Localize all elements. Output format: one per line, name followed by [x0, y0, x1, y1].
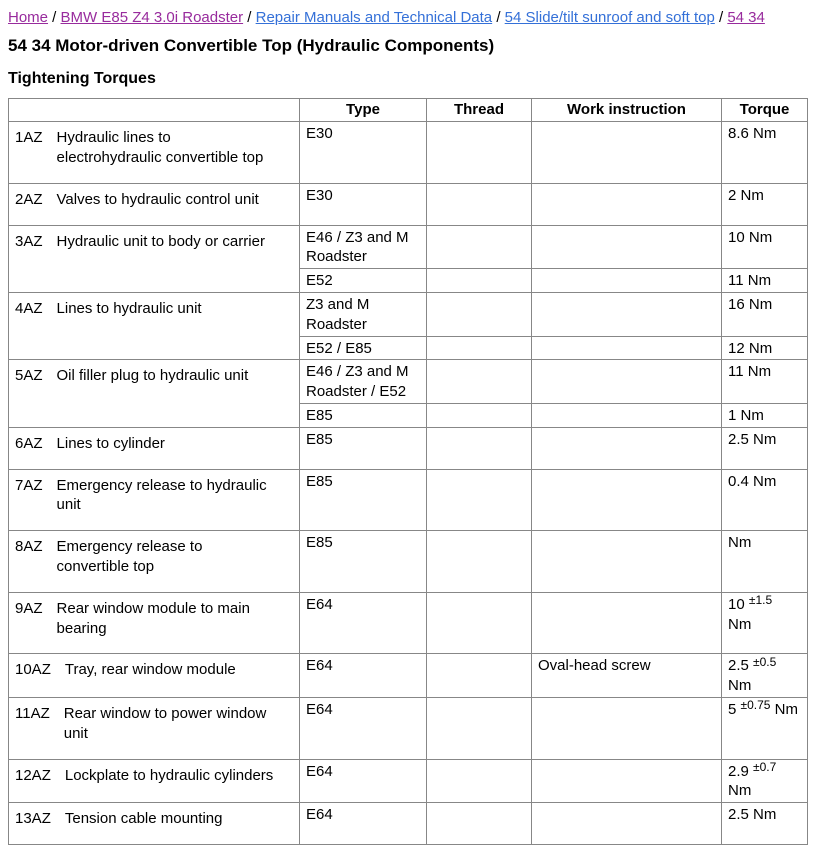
row-label: 7AZ [15, 476, 43, 494]
row-label: 3AZ [15, 232, 43, 250]
row-label: 12AZ [15, 766, 51, 784]
thread-cell [427, 469, 532, 531]
table-row [9, 360, 808, 404]
column-header-thread: Thread [427, 99, 532, 122]
table-row [9, 469, 808, 531]
type-cell: E64 [300, 654, 427, 698]
work-instruction-cell [532, 427, 722, 469]
work-instruction-cell [532, 183, 722, 225]
table-header-row [9, 99, 808, 122]
table-row [9, 697, 808, 759]
thread-cell [427, 531, 532, 593]
type-cell: E64 [300, 697, 427, 759]
component-cell [9, 225, 300, 292]
row-label: 10AZ [15, 661, 51, 679]
work-instruction-cell [532, 360, 722, 404]
row-label: 4AZ [15, 299, 43, 317]
torque-cell: 2.9 $^{\pm 0.7}$ Nm [722, 759, 808, 803]
torque-tolerance: ±0.75 [740, 698, 771, 713]
component-cell [9, 469, 300, 531]
torque-table [8, 98, 808, 845]
row-label: 5AZ [15, 367, 43, 385]
torque-cell: 16 Nm [722, 292, 808, 336]
thread-cell [427, 183, 532, 225]
torque-cell: 2.5 $^{\pm 0.5}$ Nm [722, 654, 808, 698]
section-title: Tightening Torques [8, 69, 156, 87]
row-description: Hydraulic lines to electrohydraulic convertible top [56, 129, 264, 166]
component-cell [9, 183, 300, 225]
work-instruction-cell: Oval-head screw [532, 654, 722, 698]
type-cell: E85 [300, 427, 427, 469]
thread-cell [427, 654, 532, 698]
work-instruction-cell [532, 592, 722, 654]
type-cell: E85 [300, 531, 427, 593]
torque-cell: 11 Nm [722, 360, 808, 404]
torque-cell: 2.5 Nm [722, 427, 808, 469]
column-header-component [9, 99, 300, 122]
work-instruction-cell [532, 269, 722, 293]
work-instruction-cell [532, 697, 722, 759]
component-cell [9, 697, 300, 759]
thread-cell [427, 225, 532, 269]
thread-cell [427, 360, 532, 404]
thread-cell [427, 292, 532, 336]
row-label: 6AZ [15, 434, 43, 452]
torque-cell: 12 Nm [722, 336, 808, 360]
thread-cell [427, 759, 532, 803]
torque-tolerance: ±0.7 [753, 760, 777, 775]
component-cell [9, 360, 300, 427]
work-instruction-cell [532, 531, 722, 593]
work-instruction-cell [532, 292, 722, 336]
table-row [9, 225, 808, 269]
row-label: 1AZ [15, 129, 43, 147]
table-row [9, 183, 808, 225]
thread-cell [427, 336, 532, 360]
thread-cell [427, 269, 532, 293]
breadcrumb-separator: / [492, 9, 505, 26]
table-body [9, 122, 808, 845]
row-label: 9AZ [15, 599, 43, 617]
column-header-type: Type [300, 99, 427, 122]
row-label: 2AZ [15, 190, 43, 208]
torque-cell: 10 $^{\pm 1.5}$ Nm [722, 592, 808, 654]
torque-cell: 8.6 Nm [722, 122, 808, 184]
torque-tolerance: ±1.5 [748, 593, 773, 608]
component-cell [9, 759, 300, 803]
row-description: Hydraulic unit to body or carrier [56, 232, 265, 250]
column-header-work-instruction: Work instruction [532, 99, 722, 122]
work-instruction-cell [532, 403, 722, 427]
table-row [9, 292, 808, 336]
thread-cell [427, 697, 532, 759]
type-cell: E46 / Z3 and M Roadster [300, 225, 427, 269]
page-title: 54 34 Motor-driven Convertible Top (Hydraulic Components) [8, 35, 495, 55]
row-description: Rear window to power window unit [63, 704, 267, 742]
type-cell: E30 [300, 122, 427, 184]
torque-cell: 0.4 Nm [722, 469, 808, 531]
type-cell: E52 / E85 [300, 336, 427, 360]
torque-cell: 2.5 Nm [722, 803, 808, 845]
row-description: Emergency release to hydraulic unit [56, 476, 267, 514]
row-description: Lines to cylinder [56, 434, 165, 452]
row-description: Tray, rear window module [64, 661, 236, 679]
row-description: Oil filler plug to hydraulic unit [56, 367, 249, 385]
torque-cell: 2 Nm [722, 183, 808, 225]
component-cell [9, 122, 300, 184]
thread-cell [427, 122, 532, 184]
torque-cell: 5 $^{\pm 0.75}$ Nm [722, 697, 808, 759]
work-instruction-cell [532, 122, 722, 184]
table-row [9, 531, 808, 593]
component-cell [9, 531, 300, 593]
breadcrumb [8, 8, 814, 28]
type-cell: E64 [300, 759, 427, 803]
work-instruction-cell [532, 759, 722, 803]
thread-cell [427, 592, 532, 654]
type-cell: E52 [300, 269, 427, 293]
torque-tolerance: ±0.5 [753, 654, 777, 669]
thread-cell [427, 427, 532, 469]
work-instruction-cell [532, 336, 722, 360]
breadcrumb-link[interactable]: 54 Slide/tilt sunroof and soft top [504, 9, 715, 26]
table-row [9, 654, 808, 698]
breadcrumb-separator: / [243, 9, 256, 26]
component-cell [9, 592, 300, 654]
breadcrumb-separator: / [714, 9, 728, 26]
row-description: Tension cable mounting [64, 810, 223, 828]
row-description: Emergency release to convertible top [56, 538, 203, 575]
breadcrumb-link[interactable]: 54 34 [727, 9, 765, 26]
type-cell: E85 [300, 469, 427, 531]
breadcrumb-separator: / [48, 9, 61, 26]
component-cell [9, 654, 300, 698]
work-instruction-cell [532, 469, 722, 531]
breadcrumb-link[interactable]: BMW E85 Z4 3.0i Roadster [60, 9, 244, 26]
table-row [9, 592, 808, 654]
table-row [9, 427, 808, 469]
type-cell: E64 [300, 803, 427, 845]
type-cell: E85 [300, 403, 427, 427]
type-cell: Z3 and M Roadster [300, 292, 427, 336]
breadcrumb-link[interactable]: Repair Manuals and Technical Data [255, 9, 493, 26]
type-cell: E64 [300, 592, 427, 654]
row-label: 8AZ [15, 538, 43, 556]
column-header-torque: Torque [722, 99, 808, 122]
row-label: 11AZ [15, 704, 50, 722]
component-cell [9, 427, 300, 469]
table-row [9, 122, 808, 184]
torque-cell: 11 Nm [722, 269, 808, 293]
row-label: 13AZ [15, 810, 51, 828]
row-description: Valves to hydraulic control unit [56, 190, 259, 208]
torque-cell: 10 Nm [722, 225, 808, 269]
type-cell: E46 / Z3 and M Roadster / E52 [300, 360, 427, 404]
breadcrumb-link[interactable]: Home [8, 9, 49, 26]
row-description: Lockplate to hydraulic cylinders [64, 766, 274, 784]
component-cell [9, 292, 300, 359]
row-description: Rear window module to main bearing [56, 599, 250, 637]
table-row [9, 759, 808, 803]
type-cell: E30 [300, 183, 427, 225]
thread-cell [427, 403, 532, 427]
torque-cell: 1 Nm [722, 403, 808, 427]
row-description: Lines to hydraulic unit [56, 299, 202, 317]
work-instruction-cell [532, 225, 722, 269]
torque-cell: Nm [722, 531, 808, 593]
